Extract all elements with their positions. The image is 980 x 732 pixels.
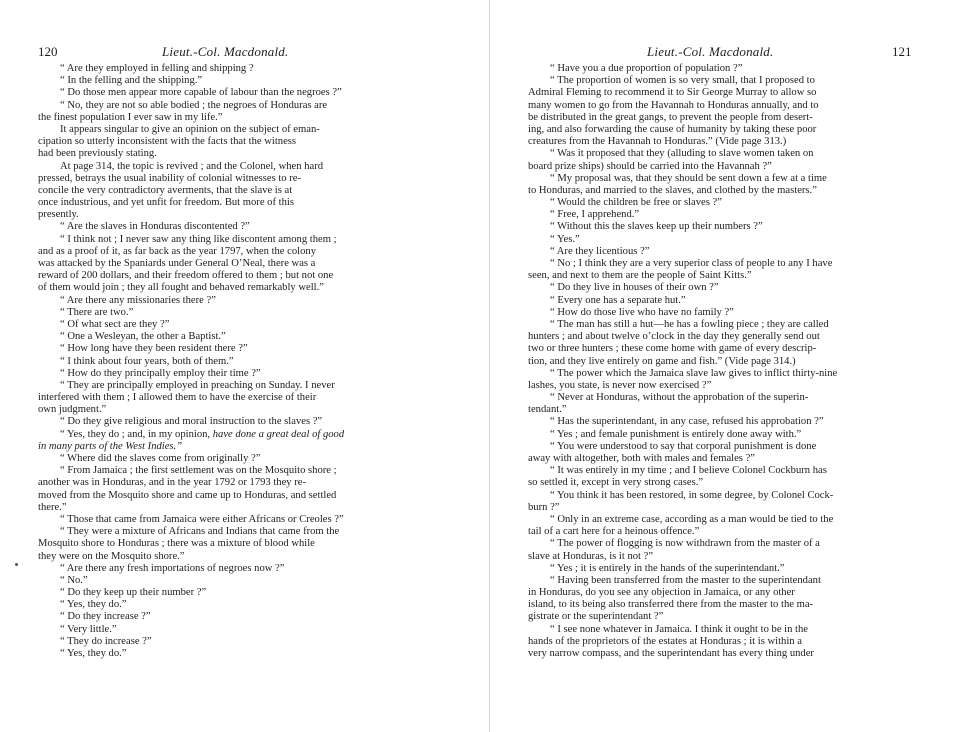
text-line: “ Do those men appear more capable of labour than the negroes ?” (60, 87, 342, 99)
text-line: burn ?” (528, 501, 560, 513)
text-line: hunters ; and about twelve o’clock in the day they generally send out (528, 331, 820, 343)
text-line: once industrious, and yet unfit for freedom. But more of this (38, 197, 294, 209)
text-line: be distributed in the great gangs, to prevent the people from desert- (528, 111, 813, 123)
text-line: many women to go from the Havannah to Honduras annually, and to (528, 99, 819, 111)
text-line: “ Very little.” (60, 623, 117, 635)
text-line (38, 429, 430, 441)
text-line: tail of a cart here for a heinous offence.” (528, 526, 700, 538)
text-line: “ Do they live in houses of their own ?” (550, 282, 719, 294)
text-line: “ Free, I apprehend.” (550, 209, 640, 221)
text-line: ing, and also forwarding the cause of humanity by taking these poor (528, 123, 817, 135)
text-line: “ Are they employed in felling and shipping ? (60, 63, 254, 74)
text-line: “ The power of flogging is now withdrawn from the master of a (550, 538, 820, 550)
text-line: very narrow compass, and the superintendant has every thing under (528, 648, 814, 659)
text-line: hands of the proprietors of the estates at Honduras ; it is within a (528, 635, 802, 647)
text-line: in Honduras, do you see any objection in Jamaica, or any other (528, 587, 795, 599)
right-page (490, 0, 980, 732)
text-line: At page 314, the topic is revived ; and the Colonel, when hard (60, 160, 324, 172)
text-line: “ How do those live who have no family ?” (550, 306, 734, 318)
text-line: “ In the felling and the shipping.” (60, 75, 203, 87)
text-line: “ Has the superintendant, in any case, refused his approbation ?” (550, 416, 824, 428)
text-line: “ Yes, they do.” (60, 648, 127, 659)
text-line: “ Having been transferred from the master to the superintendant (550, 574, 821, 586)
scan-speck (15, 563, 18, 566)
text-line: “ From Jamaica ; the first settlement was on the Mosquito shore ; (60, 465, 337, 477)
text-line: so settled it, except in very strong cases.” (528, 477, 704, 489)
text-line: two or three hunters ; these come home with game of every descrip- (528, 343, 817, 355)
text-line: “ Was it proposed that they (alluding to slave women taken on (550, 148, 814, 160)
text-line: own judgment.” (38, 404, 107, 416)
text-line: It appears singular to give an opinion on the subject of eman- (60, 123, 320, 135)
text-line: “ I see none whatever in Jamaica. I think it ought to be in the (550, 623, 808, 635)
text-line: “ Yes.” (550, 233, 580, 245)
text-line: “ Where did the slaves come from originally ?” (60, 453, 261, 464)
text-line: “ Do they increase ?” (60, 611, 151, 623)
text-line: concile the very contradictory averments, that the slave is at (38, 184, 293, 196)
text-line: interfered with them ; I allowed them to have the exercise of their (38, 392, 317, 404)
text-line: “ Yes ; it is entirely in the hands of the superintendant.” (550, 562, 785, 574)
right-page-text (528, 63, 924, 660)
text-line: “ You were understood to say that corporal punishment is done (550, 440, 817, 452)
text-line: “ It was entirely in my time ; and I believe Colonel Cockburn has (550, 465, 827, 477)
text-line: “ They do increase ?” (60, 635, 152, 647)
text-line: in many parts of the West Indies.” (38, 440, 183, 452)
text-line: seen, and next to them are the people of Saint Kitts.” (528, 270, 752, 282)
text-line: “ Do they give religious and moral instruction to the slaves ?” (60, 416, 323, 428)
text-line: to Honduras, and married to the slaves, and clothed by the masters.” (528, 184, 817, 196)
text-line: “ Only in an extreme case, according as a man would be tied to the (550, 513, 834, 525)
text-line: “ They were a mixture of Africans and Indians that came from the (60, 526, 340, 538)
text-line: and as a proof of it, as far back as the year 1797, when the colony (38, 245, 316, 257)
text-line: “ Are the slaves in Honduras discontented ?” (60, 221, 250, 233)
text-line: “ Have you a due proportion of population ?” (550, 63, 743, 74)
text-segment: “ Yes, they do ; and, in my opinion, (60, 428, 211, 440)
text-line: “ Of what sect are they ?” (60, 318, 170, 330)
text-line: was attacked by the Spaniards under General O’Neal, there was a (38, 258, 316, 269)
text-line: away with altogether, both with males and females ?” (528, 453, 755, 464)
text-line: “ Yes ; and female punishment is entirely done away with.” (550, 428, 802, 440)
text-line: “ Without this the slaves keep up their numbers ?” (550, 221, 763, 233)
text-line: “ One a Wesleyan, the other a Baptist.” (60, 331, 226, 343)
text-line: reward of 200 dollars, and their freedom offered to them ; but not one (38, 270, 334, 282)
text-line: “ Do they keep up their number ?” (60, 587, 207, 599)
text-line: “ The proportion of women is so very small, that I proposed to (550, 75, 815, 87)
text-line: “ The power which the Jamaica slave law gives to inflict thirty-nine (550, 367, 838, 379)
text-line: of them would join ; they all fought and behaved remarkably well.” (38, 282, 324, 294)
text-line: “ How do they principally employ their time ?” (60, 367, 261, 379)
text-line: slave at Honduras, is it not ?” (528, 550, 654, 562)
text-line: “ How long have they been resident there ?” (60, 343, 248, 355)
text-line: Admiral Fleming to recommend it to Sir George Murray to allow so (528, 87, 817, 99)
text-line: “ There are two.” (60, 306, 134, 318)
text-line: “ They are principally employed in preaching on Sunday. I never (60, 379, 335, 391)
text-line: “ No.” (60, 574, 88, 586)
text-line: “ Are they licentious ?” (550, 245, 650, 257)
running-head: Lieut.-Col. Macdonald. (647, 44, 774, 59)
text-line: board prize ships) should be carried into the Havannah ?” (528, 160, 772, 172)
text-line: presently. (38, 209, 79, 221)
right-page-header (490, 44, 980, 62)
text-line: they were on the Mosquito shore.” (38, 550, 185, 562)
text-line: island, to its being also transferred there from the master to the ma- (528, 599, 814, 611)
text-line: “ No ; I think they are a very superior class of people to any I have (550, 258, 833, 269)
text-line: cipation so utterly inconsistent with the facts that the witness (38, 136, 297, 148)
text-line: Mosquito shore to Honduras ; there was a mixture of blood while (38, 538, 315, 550)
text-line: “ I think about four years, both of them.” (60, 355, 234, 367)
text-line: “ No, they are not so able bodied ; the negroes of Honduras are (60, 99, 328, 111)
text-line: “ Every one has a separate hut.” (550, 294, 686, 306)
text-line: moved from the Mosquito shore and came up to Honduras, and settled (38, 489, 337, 501)
emphasis-text: have done a great deal of good (212, 428, 345, 440)
text-line: had been previously stating. (38, 148, 157, 160)
text-line: there.” (38, 501, 67, 513)
running-head: Lieut.-Col. Macdonald. (162, 44, 289, 59)
page-number: 121 (892, 44, 912, 59)
text-line: “ You think it has been restored, in some degree, by Colonel Cock- (550, 489, 834, 501)
page-number: 120 (38, 44, 58, 59)
text-line: “ I think not ; I never saw any thing like discontent among them ; (60, 233, 337, 245)
text-line: “ Yes, they do.” (60, 599, 127, 611)
text-line: creatures from the Havannah to Honduras.” (Vide page 313.) (528, 136, 787, 148)
left-page-text (38, 63, 430, 660)
text-line: tendant.” (528, 404, 567, 416)
text-line: “ The man has still a hut—he has a fowling piece ; they are called (550, 318, 829, 330)
text-line: “ Would the children be free or slaves ?” (550, 197, 722, 209)
text-line: “ Are there any fresh importations of negroes now ?” (60, 562, 285, 574)
left-page-header (0, 44, 490, 62)
text-line: “ Are there any missionaries there ?” (60, 294, 216, 306)
text-line: another was in Honduras, and in the year 1792 or 1793 they re- (38, 477, 307, 489)
text-line: the finest population I ever saw in my life.” (38, 111, 223, 123)
text-line: “ My proposal was, that they should be sent down a few at a time (550, 172, 827, 184)
text-line: lashes, you state, is never now exercised ?” (528, 379, 712, 391)
text-line: “ Never at Honduras, without the approbation of the superin- (550, 392, 809, 404)
text-line: “ Those that came from Jamaica were either Africans or Creoles ?” (60, 513, 344, 525)
text-line: tion, and they live entirely on game and fish.” (Vide page 314.) (528, 355, 796, 367)
text-line: pressed, betrays the usual inability of colonial witnesses to re- (38, 172, 302, 184)
text-line: gistrate or the superintendant ?” (528, 611, 664, 623)
